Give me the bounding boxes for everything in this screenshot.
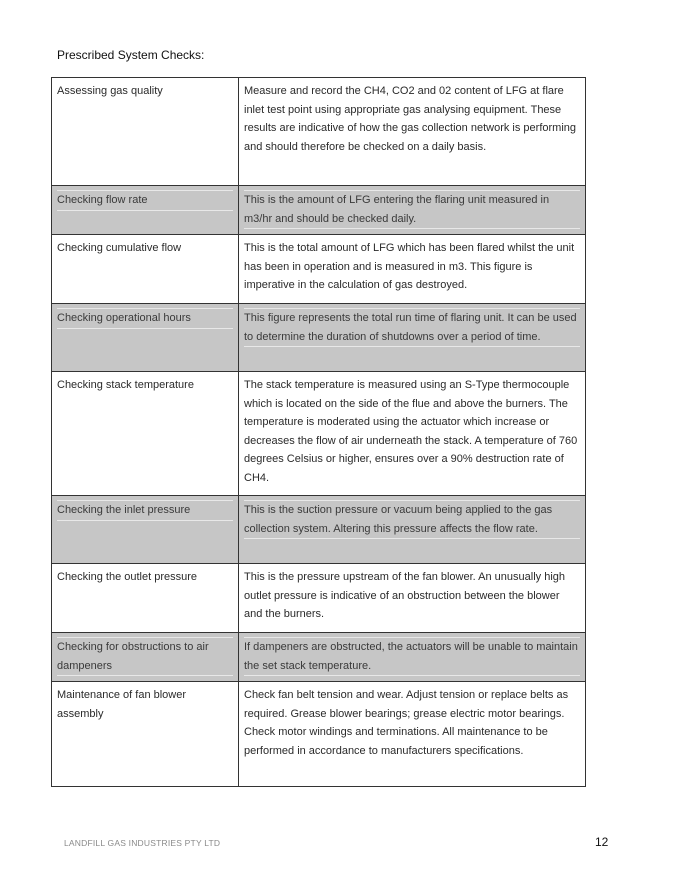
table-row [52,682,586,787]
table-row [52,235,586,304]
check-name-cell [52,496,239,564]
table-row [52,186,586,235]
check-description: This is the pressure upstream of the fan blower. An unusually high outlet pressure is indicative of an obstruction between the blower and the burners. [244,571,566,621]
check-name: Checking flow rate [57,190,233,211]
check-description: This figure represents the total run time of flaring unit. It can be used to determine the duration of shutdowns over a period of time. [244,308,580,347]
system-checks-table [51,77,586,787]
check-name-cell [52,372,239,496]
check-name: Checking for obstructions to air dampeners [57,637,233,676]
check-description: Measure and record the CH4, CO2 and 02 content of LFG at flare inlet test point using appropriate gas analysing equipment. These results are indicative of how the gas collection network is performing and should therefore be checked on a daily basis. [244,85,576,153]
check-description-cell [239,304,586,372]
check-description-cell [239,564,586,633]
table-row [52,564,586,633]
check-name-cell [52,186,239,235]
check-name-cell [52,633,239,682]
check-name: Checking the inlet pressure [57,500,233,521]
check-description-cell [239,633,586,682]
check-description-cell [239,235,586,304]
footer-company-name: LANDFILL GAS INDUSTRIES PTY LTD [64,838,221,848]
check-name-cell [52,682,239,787]
table-row [52,633,586,682]
check-description: This is the total amount of LFG which has been flared whilst the unit has been in operation and is measured in m3. This figure is imperative in the calculation of gas destroyed. [244,242,575,292]
check-name-cell [52,564,239,633]
check-description: This is the suction pressure or vacuum being applied to the gas collection system. Altering this pressure affects the flow rate. [244,500,580,539]
check-name-cell [52,235,239,304]
check-name-cell [52,78,239,186]
check-description: If dampeners are obstructed, the actuators will be unable to maintain the set stack temperature. [244,637,580,676]
page-heading: Prescribed System Checks: [57,48,205,62]
check-name: Checking stack temperature [57,379,194,391]
check-name: Assessing gas quality [57,85,163,97]
check-name: Maintenance of fan blower assembly [57,689,187,720]
check-description: This is the amount of LFG entering the flaring unit measured in m3/hr and should be checked daily. [244,190,580,229]
check-description: The stack temperature is measured using an S-Type thermocouple which is located on the side of the flue and above the burners. The temperature is moderated using the actuator which increase or decreases the flow of air underneath the stack. A temperature of 760 degrees Celsius or higher, ensures over a 90% destruction rate of CH4. [244,379,578,484]
check-description-cell [239,496,586,564]
table-row [52,304,586,372]
table-row [52,372,586,496]
check-name: Checking the outlet pressure [57,571,198,583]
check-name: Checking operational hours [57,308,233,329]
page-number: 12 [595,835,609,849]
check-name: Checking cumulative flow [57,242,182,254]
check-description: Check fan belt tension and wear. Adjust tension or replace belts as required. Grease blower bearings; grease electric motor bearings. Check motor windings and terminations. All maintenance to be performed in accordance to manufacturers specifications. [244,689,569,757]
check-description-cell [239,186,586,235]
table-row [52,78,586,186]
table-row [52,496,586,564]
check-description-cell [239,682,586,787]
check-name-cell [52,304,239,372]
check-description-cell [239,78,586,186]
check-description-cell [239,372,586,496]
